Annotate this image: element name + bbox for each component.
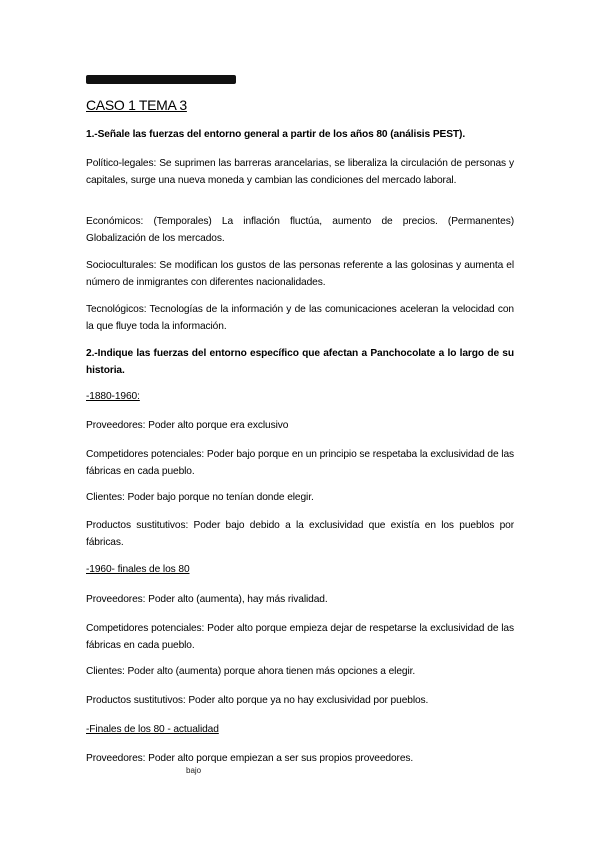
period-2-proveedores: Proveedores: Poder alto (aumenta), hay más rivalidad. (86, 594, 328, 605)
period-2-clientes: Clientes: Poder alto (aumenta) porque ahora tienen más opciones a elegir. (86, 666, 416, 677)
period-1-competidores: Competidores potenciales: Poder bajo porque en un principio se respetaba la exclusividad de las fábricas en cada pueblo. (86, 449, 514, 477)
period-3-proveedores: Proveedores: Poder alto porque empiezan a ser sus propios proveedores. (86, 753, 414, 764)
question-2: 2.-Indique las fuerzas del entorno específico que afectan a Panchocolate a lo largo de su historia. (86, 348, 514, 376)
pest-politico: Político-legales: Se suprimen las barreras arancelarias, se liberaliza la circulación de personas y capitales, surge una nueva moneda y cambian las condiciones del mercado laboral. (86, 158, 514, 186)
page-title: CASO 1 TEMA 3 (86, 97, 187, 113)
redacted-name-bar (86, 75, 236, 84)
pest-economicos: Económicos: (Temporales) La inflación fluctúa, aumento de precios. (Permanentes) Globalización de los mercados. (86, 216, 514, 244)
period-1-proveedores: Proveedores: Poder alto porque era exclusivo (86, 420, 289, 431)
period-2-heading: -1960- finales de los 80 (86, 564, 190, 575)
period-2-competidores: Competidores potenciales: Poder alto porque empieza dejar de respetarse la exclusividad de las fábricas en cada pueblo. (86, 623, 514, 651)
period-3-heading: -Finales de los 80 - actualidad (86, 724, 219, 735)
handwritten-annotation: bajo (186, 766, 202, 775)
question-1: 1.-Señale las fuerzas del entorno general a partir de los años 80 (análisis PEST). (86, 129, 466, 140)
period-1-sustitutivos: Productos sustitutivos: Poder bajo debido a la exclusividad que existía en los pueblos por fábricas. (86, 520, 514, 548)
period-2-sustitutivos: Productos sustitutivos: Poder alto porque ya no hay exclusividad por pueblos. (86, 695, 429, 706)
period-1-heading: -1880-1960: (86, 391, 140, 402)
pest-socioculturales: Socioculturales: Se modifican los gustos de las personas referente a las golosinas y aumenta el número de inmigrantes con diferentes nacionalidades. (86, 260, 514, 288)
period-1-clientes: Clientes: Poder bajo porque no tenían donde elegir. (86, 492, 314, 503)
pest-tecnologicos: Tecnológicos: Tecnologías de la información y de las comunicaciones aceleran la velocidad con la que fluye toda la información. (86, 304, 514, 332)
